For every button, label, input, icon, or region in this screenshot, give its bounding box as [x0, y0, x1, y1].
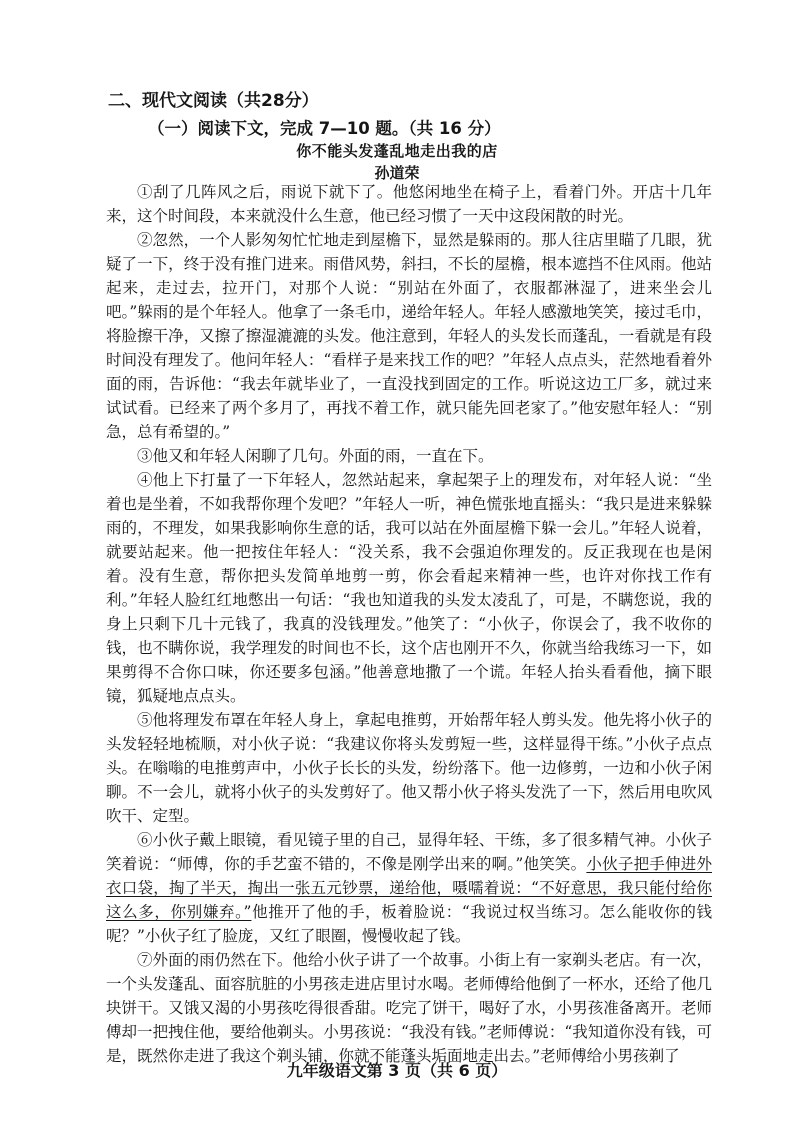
article-author: 孙道荣: [374, 164, 420, 182]
paragraph-7: ⑦外面的雨仍然在下。他给小伙子讲了一个故事。小街上有一家剃头老店。有一次，一个头发蓬乱、面容肮脏的小男孩走进店里讨水喝。老师傅给他倒了一杯水，还给了他几块饼干。又饿又渴的小男孩吃得很香甜。吃完了饼干，喝好了水，小男孩准备离开。老师傅却一把拽住他，要给他剃头。小男孩说：“我没有钱。”老师傅说：“我知道你没有钱，可是，既然你走进了我这个剃头铺，你就不能蓬头垢面地走出去。”老师傅给小男孩剃了: [106, 951, 712, 1065]
paragraph-3: ③他又和年轻人闲聊了几句。外面的雨，一直在下。: [137, 447, 494, 465]
section-heading: 二、现代文阅读（共28分）: [108, 91, 319, 111]
paragraph-6-text: ⑥小伙子戴上眼镜，看见镜子里的自己，显得年轻、干练，多了很多精气神。小伙子笑着说：“师傅，你的手艺蛮不错的，不像是刚学出来的啊。”他笑笑。: [106, 831, 712, 873]
article-title: 你不能头发蓬乱地走出我的店: [296, 142, 498, 160]
paragraph-2: ②忽然，一个人影匆匆忙忙地走到屋檐下，显然是躲雨的。那人往店里瞄了几眼，犹疑了一下，终于没有推门进来。雨借风势，斜扫，不长的屋檐，根本遮挡不住风雨。他站起来，走过去，拉开门，对那个人说：“别站在外面了，衣服都淋湿了，进来坐会儿吧。”躲雨的是个年轻人。他拿了一条毛巾，递给年轻人。年轻人感激地笑笑，接过毛巾，将脸擦干净，又擦了擦湿漉漉的头发。他注意到，年轻人的头发长而蓬乱，一看就是有段时间没有理发了。他问年轻人：“看样子是来找工作的吧？”年轻人点点头，茫然地看着外面的雨，告诉他：“我去年就毕业了，一直没找到固定的工作。听说这边工厂多，就过来试试看。已经来了两个多月了，再找不着工作，就只能先回老家了。”他安慰年轻人：“别急，总有希望的。”: [106, 231, 712, 441]
paragraph-6: [106, 828, 712, 948]
underlined-sentence: 小伙子把手伸进外衣口袋，掏了半天，掏出一张五元钞票，递给他，嗫嚅着说：“不好意思，我只能付给你这么多，你别嫌弃。”: [106, 855, 712, 921]
paragraph-1: ①刮了几阵风之后，雨说下就下了。他悠闲地坐在椅子上，看着门外。开店十几年来，这个时间段，本来就没什么生意，他已经习惯了一天中这段闲散的时光。: [106, 183, 712, 225]
paragraph-4: ④他上下打量了一下年轻人，忽然站起来，拿起架子上的理发布，对年轻人说：“坐着也是坐着，不如我帮你理个发吧？”年轻人一听，神色慌张地直摇头：“我只是进来躲躲雨的，不理发，如果我影响你生意的话，我可以站在外面屋檐下躲一会儿。”年轻人说着，就要站起来。他一把按住年轻人：“没关系，我不会强迫你理发的。反正我现在也是闲着。没有生意，帮你把头发简单地剪一剪，你会看起来精神一些，也许对你找工作有利。”年轻人脸红红地憋出一句话：“我也知道我的头发太凌乱了，可是，不瞒您说，我的身上只剩下几十元钱了，我真的没钱理发。”他笑了：“小伙子，你误会了，我不收你的钱，也不瞒你说，我学理发的时间也不长，这个店也刚开不久，你就当给我练习一下，如果剪得不合你口味，你还要多包涵。”他善意地撒了一个谎。年轻人抬头看看他，摘下眼镜，狐疑地点点头。: [106, 471, 712, 705]
page-footer: 九年级语文第 3 页（共 6 页）: [286, 1061, 508, 1080]
sub-heading: （一）阅读下文，完成 7—10 题。（共 16 分）: [148, 119, 501, 138]
paragraph-6-text-end: 他推开了他的手，板着脸说：“我说过权当练习。怎么能收你的钱呢？”小伙子红了脸庞，又红了眼圈，慢慢收起了钱。: [106, 903, 712, 945]
article-body: [106, 180, 712, 1068]
paragraph-5: ⑤他将理发布罩在年轻人身上，拿起电推剪，开始帮年轻人剪头发。他先将小伙子的头发轻轻地梳顺，对小伙子说：“我建议你将头发剪短一些，这样显得干练。”小伙子点点头。在嗡嗡的电推剪声中，小伙子长长的头发，纷纷落下。他一边修剪，一边和小伙子闲聊。不一会儿，就将小伙子的头发剪好了。他又帮小伙子将头发洗了一下，然后用电吹风吹干、定型。: [106, 711, 712, 825]
